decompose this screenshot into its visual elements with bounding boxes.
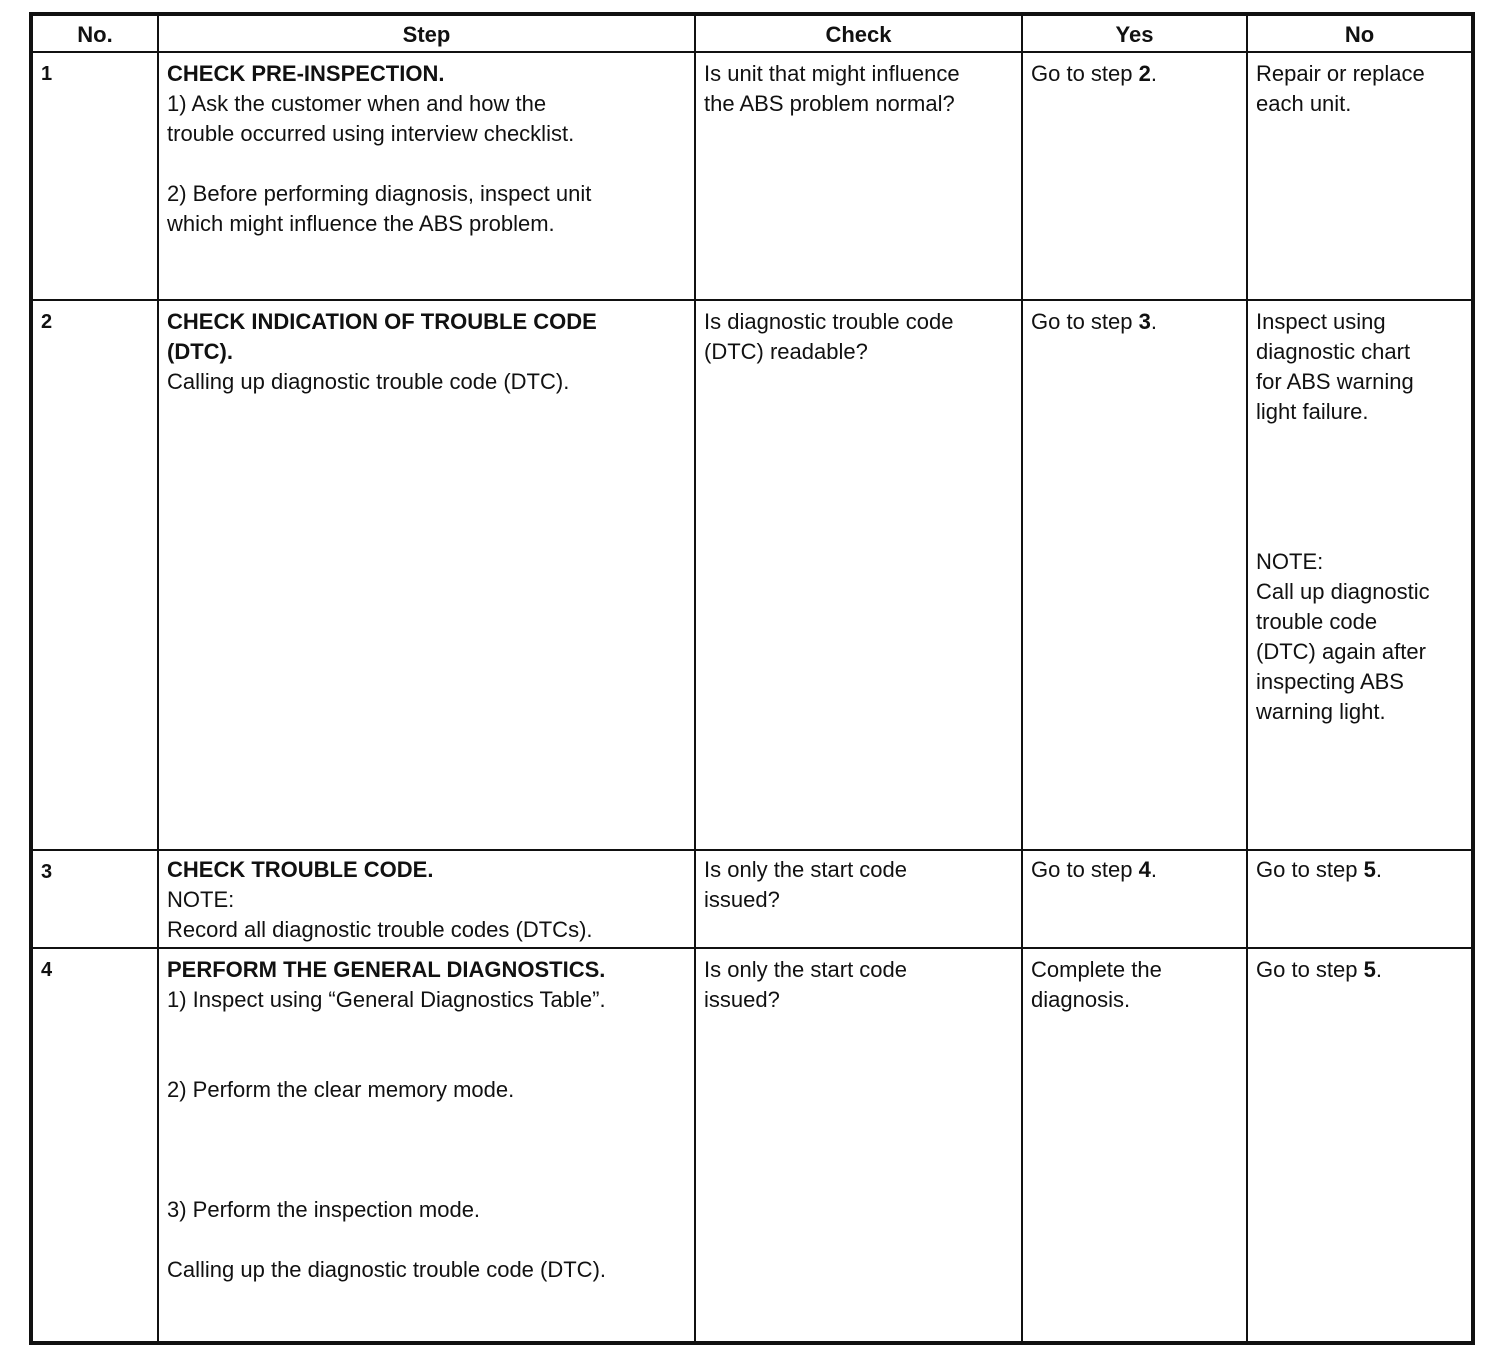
step-line: Calling up the diagnostic trouble code (DTC).: [167, 1257, 607, 1282]
check-line: the ABS problem normal?: [704, 91, 955, 116]
yes-text: Go to step: [1031, 309, 1139, 334]
step-number: 4: [33, 949, 159, 1341]
header-no: No.: [33, 16, 159, 51]
step-cell: [159, 949, 696, 1341]
step-line: Calling up diagnostic trouble code (DTC).: [167, 369, 570, 394]
check-line: (DTC) readable?: [704, 339, 868, 364]
check-cell: [696, 301, 1023, 849]
step-cell: [159, 301, 696, 849]
yes-step-number: 2: [1138, 61, 1151, 86]
step-line: Record all diagnostic trouble codes (DTCs).: [167, 917, 593, 942]
yes-end: .: [1150, 61, 1157, 86]
yes-line: Complete the: [1031, 957, 1162, 982]
table-row: [33, 949, 1471, 1341]
no-cell: [1248, 851, 1471, 947]
step-title: CHECK INDICATION OF TROUBLE CODE: [167, 309, 597, 334]
no-line: diagnostic chart: [1256, 339, 1411, 364]
step-line: 3) Perform the inspection mode.: [167, 1197, 481, 1222]
table-row: [33, 301, 1471, 851]
check-line: issued?: [704, 887, 780, 912]
step-number: 3: [33, 851, 159, 947]
yes-text: Go to step: [1031, 61, 1139, 86]
step-note-label: NOTE:: [167, 887, 235, 912]
diagnostic-table: [29, 12, 1475, 1345]
header-yes: Yes: [1023, 16, 1248, 51]
yes-text: Go to step: [1031, 857, 1139, 882]
yes-cell: [1023, 53, 1248, 299]
step-line: 1) Inspect using “General Diagnostics Table”.: [167, 987, 606, 1012]
no-line: warning light.: [1256, 699, 1386, 724]
header-no-result: No: [1344, 22, 1375, 47]
check-cell: [696, 851, 1023, 947]
check-line: Is only the start code: [704, 957, 907, 982]
no-end: .: [1375, 857, 1382, 882]
no-line: light failure.: [1256, 399, 1369, 424]
no-note-label: NOTE:: [1256, 549, 1324, 574]
yes-end: .: [1150, 309, 1157, 334]
no-cell: [1248, 301, 1471, 849]
step-number: 1: [33, 53, 159, 299]
yes-cell: [1023, 851, 1248, 947]
step-line: 2) Before performing diagnosis, inspect unit: [167, 181, 592, 206]
no-line: trouble code: [1256, 609, 1378, 634]
step-title: CHECK PRE-INSPECTION.: [167, 61, 445, 86]
no-end: .: [1375, 957, 1382, 982]
yes-line: diagnosis.: [1031, 987, 1131, 1012]
check-line: Is diagnostic trouble code: [704, 309, 954, 334]
yes-cell: [1023, 301, 1248, 849]
header-check: Check: [696, 16, 1023, 51]
no-line: each unit.: [1256, 91, 1352, 116]
yes-step-number: 4: [1138, 857, 1151, 882]
no-line: for ABS warning: [1256, 369, 1414, 394]
step-cell: [159, 851, 696, 947]
no-cell: [1248, 949, 1471, 1341]
step-cell: [159, 53, 696, 299]
table-row: [33, 53, 1471, 301]
step-title: CHECK TROUBLE CODE.: [167, 857, 434, 882]
step-line: which might influence the ABS problem.: [167, 211, 555, 236]
step-line: 1) Ask the customer when and how the: [167, 91, 547, 116]
header-row: [33, 16, 1471, 53]
check-line: issued?: [704, 987, 780, 1012]
no-line: Inspect using: [1256, 309, 1386, 334]
no-line: inspecting ABS: [1256, 669, 1404, 694]
step-title: (DTC).: [167, 339, 233, 364]
no-line: (DTC) again after: [1256, 639, 1426, 664]
table-row: [33, 851, 1471, 949]
check-cell: [696, 949, 1023, 1341]
step-number: 2: [33, 301, 159, 849]
step-line: trouble occurred using interview checklist.: [167, 121, 575, 146]
no-text: Go to step: [1256, 857, 1364, 882]
step-line: 2) Perform the clear memory mode.: [167, 1077, 515, 1102]
no-cell: [1248, 53, 1471, 299]
no-step-number: 5: [1363, 857, 1376, 882]
header-step: Step: [159, 16, 696, 51]
check-line: Is unit that might influence: [704, 61, 960, 86]
yes-end: .: [1150, 857, 1157, 882]
yes-step-number: 3: [1138, 309, 1151, 334]
check-cell: [696, 53, 1023, 299]
check-line: Is only the start code: [704, 857, 907, 882]
no-step-number: 5: [1363, 957, 1376, 982]
step-title: PERFORM THE GENERAL DIAGNOSTICS.: [167, 957, 606, 982]
no-line: Call up diagnostic: [1256, 579, 1430, 604]
yes-cell: [1023, 949, 1248, 1341]
no-line: Repair or replace: [1256, 61, 1425, 86]
no-text: Go to step: [1256, 957, 1364, 982]
